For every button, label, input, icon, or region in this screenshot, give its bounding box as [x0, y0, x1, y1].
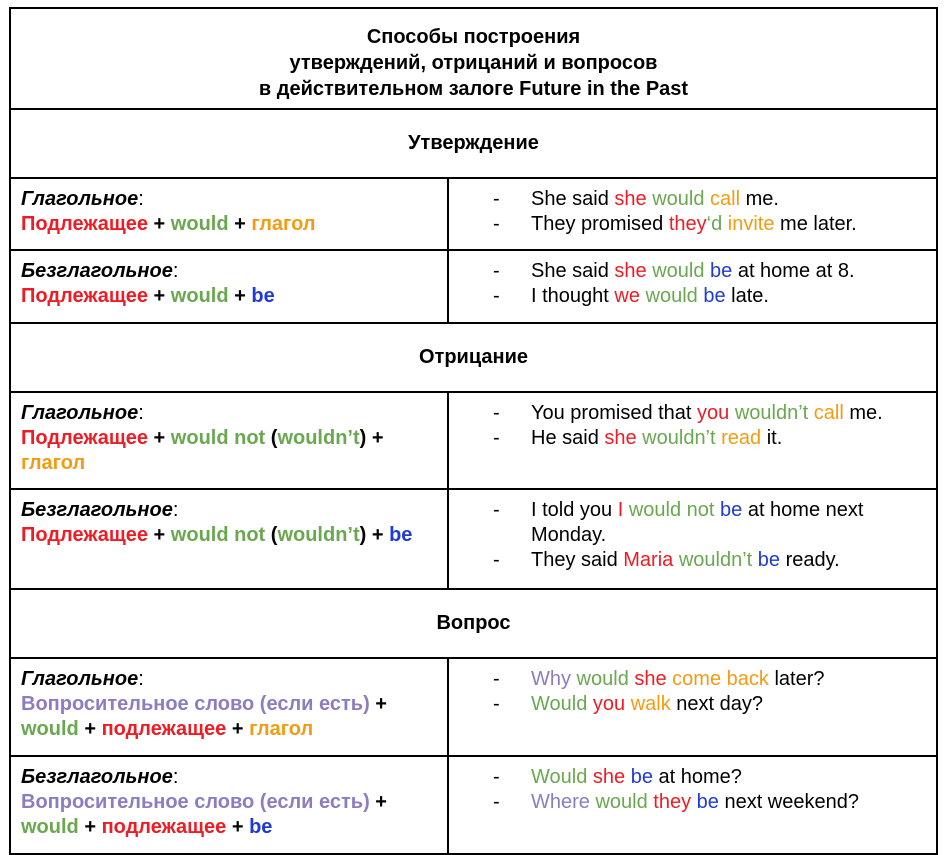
rule-formula	[21, 693, 387, 740]
text-segment: she	[587, 766, 626, 788]
text-segment: me.	[740, 188, 779, 210]
text-segment: +	[369, 693, 387, 715]
text-segment: подлежащее	[101, 718, 227, 740]
examples-cell	[448, 756, 937, 854]
text-segment: would	[646, 260, 705, 282]
rule-label: Глагольное	[21, 668, 139, 690]
text-segment: ‘d	[706, 213, 723, 235]
rule-cell: Безглагольное: Подлежащее + would + be	[10, 250, 448, 323]
text-segment: call	[704, 188, 741, 210]
rule-label: Глагольное	[21, 188, 139, 210]
text-segment: wouldn’t	[673, 549, 753, 571]
text-segment: Вопросительное слово (если есть)	[21, 791, 370, 813]
text-segment: He said	[531, 427, 605, 449]
text-segment: be	[704, 260, 733, 282]
text-segment: +	[148, 427, 171, 449]
text-segment: She said	[531, 260, 615, 282]
future-in-the-past-table	[9, 7, 938, 855]
rule-label: Безглагольное	[21, 766, 173, 788]
text-segment: next weekend?	[718, 791, 859, 813]
example-item	[493, 259, 930, 284]
text-segment: +	[148, 285, 171, 307]
text-segment: come back	[666, 668, 769, 690]
text-segment: Подлежащее	[21, 285, 148, 307]
text-segment: wouldn’t	[277, 427, 360, 449]
text-segment: +	[226, 718, 250, 740]
text-segment: invite	[722, 213, 775, 235]
section-heading-negative: Отрицание	[10, 323, 937, 392]
example-item	[493, 187, 930, 212]
text-segment: late.	[725, 285, 769, 307]
text-segment: would	[646, 188, 705, 210]
text-segment: it.	[761, 427, 783, 449]
text-segment: you	[587, 693, 626, 715]
text-segment: +	[148, 524, 171, 546]
text-segment: They promised	[531, 213, 669, 235]
text-segment: I	[617, 499, 624, 521]
examples-cell	[448, 250, 937, 323]
rule-cell: Глагольное: Подлежащее + would + глагол	[10, 178, 448, 250]
rule-formula	[21, 285, 275, 307]
text-segment: she	[628, 668, 667, 690]
examples-cell	[448, 489, 937, 589]
text-segment: at home?	[652, 766, 742, 788]
rule-formula	[21, 427, 384, 474]
text-segment: they	[668, 213, 707, 235]
text-segment: +	[369, 791, 387, 813]
section-heading-question: Вопрос	[10, 589, 937, 658]
text-segment: Would	[531, 766, 588, 788]
text-segment: глагол	[249, 718, 314, 740]
title-line-1: Способы построения	[366, 26, 581, 48]
title-line-3: в действительном залоге Future in the Past	[258, 78, 689, 100]
rule-label: Безглагольное	[21, 260, 173, 282]
example-item	[493, 765, 930, 790]
text-segment: ready.	[780, 549, 840, 571]
text-segment: she	[604, 427, 637, 449]
text-segment: walk	[625, 693, 671, 715]
example-item	[493, 548, 930, 573]
example-item	[493, 401, 930, 426]
text-segment: I told you	[531, 499, 618, 521]
text-segment: would not	[623, 499, 715, 521]
text-segment: You promised that	[531, 402, 698, 424]
table-title	[10, 8, 937, 109]
text-segment: be	[714, 499, 743, 521]
example-item	[493, 426, 930, 451]
text-segment: Подлежащее	[21, 427, 148, 449]
text-segment: глагол	[251, 213, 316, 235]
examples-list	[493, 187, 930, 237]
rule-formula	[21, 791, 387, 838]
text-segment: they	[647, 791, 692, 813]
text-segment: +	[78, 816, 102, 838]
examples-list	[493, 765, 930, 815]
text-segment: be	[249, 816, 273, 838]
text-segment: Maria	[623, 549, 674, 571]
example-item	[493, 790, 930, 815]
text-segment: wouldn’t	[636, 427, 716, 449]
text-segment: ) +	[359, 524, 390, 546]
rule-label: Глагольное	[21, 402, 139, 424]
section-heading-affirmative: Утверждение	[10, 109, 937, 178]
text-segment: would	[571, 668, 629, 690]
rule-label: Безглагольное	[21, 499, 173, 521]
text-segment: be	[389, 524, 413, 546]
text-segment: she	[614, 188, 647, 210]
text-segment: +	[148, 213, 171, 235]
text-segment: wouldn’t	[277, 524, 360, 546]
text-segment: Подлежащее	[21, 524, 148, 546]
rule-cell: Безглагольное: Подлежащее + would not (wouldn’t) + be	[10, 489, 448, 589]
text-segment: be	[625, 766, 653, 788]
text-segment: call	[808, 402, 844, 424]
example-item	[493, 692, 930, 717]
text-segment: would	[170, 213, 229, 235]
title-line-2: утверждений, отрицаний и вопросов	[289, 52, 658, 74]
text-segment: read	[715, 427, 762, 449]
text-segment: would	[170, 285, 229, 307]
examples-cell	[448, 658, 937, 756]
examples-list	[493, 667, 930, 717]
rule-formula	[21, 524, 412, 546]
text-segment: She said	[531, 188, 615, 210]
text-segment: подлежащее	[101, 816, 227, 838]
text-segment: I thought	[531, 285, 615, 307]
text-segment: Подлежащее	[21, 213, 148, 235]
text-segment: Would	[531, 693, 588, 715]
text-segment: wouldn’t	[729, 402, 809, 424]
text-segment: at home next Monday.	[531, 499, 864, 546]
example-item	[493, 212, 930, 237]
text-segment: (	[265, 427, 278, 449]
text-segment: she	[614, 260, 647, 282]
text-segment: would	[21, 718, 79, 740]
rule-cell: Глагольное: Вопросительное слово (если есть) + would + подлежащее + глагол	[10, 658, 448, 756]
text-segment: would	[589, 791, 648, 813]
text-segment: Why	[531, 668, 571, 690]
text-segment: +	[228, 213, 252, 235]
examples-cell	[448, 392, 937, 489]
text-segment: later?	[768, 668, 825, 690]
example-item	[493, 667, 930, 692]
text-segment: +	[226, 816, 250, 838]
text-segment: глагол	[21, 452, 86, 474]
text-segment: ) +	[359, 427, 384, 449]
examples-cell	[448, 178, 937, 250]
text-segment: Where	[531, 791, 590, 813]
text-segment: be	[697, 285, 726, 307]
text-segment: (	[265, 524, 278, 546]
text-segment: would	[21, 816, 79, 838]
examples-list	[493, 498, 930, 573]
example-item	[493, 284, 930, 309]
rule-formula	[21, 213, 316, 235]
text-segment: +	[78, 718, 102, 740]
text-segment: would not	[170, 524, 266, 546]
text-segment: me.	[843, 402, 883, 424]
examples-list	[493, 401, 930, 451]
text-segment: would	[639, 285, 698, 307]
text-segment: me later.	[774, 213, 857, 235]
rule-cell: Безглагольное: Вопросительное слово (если есть) + would + подлежащее + be	[10, 756, 448, 854]
examples-list	[493, 259, 930, 309]
example-item	[493, 498, 930, 548]
text-segment: you	[697, 402, 730, 424]
text-segment: Вопросительное слово (если есть)	[21, 693, 370, 715]
text-segment: be	[752, 549, 781, 571]
text-segment: we	[614, 285, 640, 307]
text-segment: be	[691, 791, 719, 813]
text-segment: They said	[531, 549, 624, 571]
text-segment: would not	[170, 427, 266, 449]
text-segment: at home at 8.	[732, 260, 855, 282]
text-segment: be	[251, 285, 275, 307]
text-segment: next day?	[670, 693, 764, 715]
rule-cell: Глагольное: Подлежащее + would not (wouldn’t) + глагол	[10, 392, 448, 489]
text-segment: +	[228, 285, 252, 307]
